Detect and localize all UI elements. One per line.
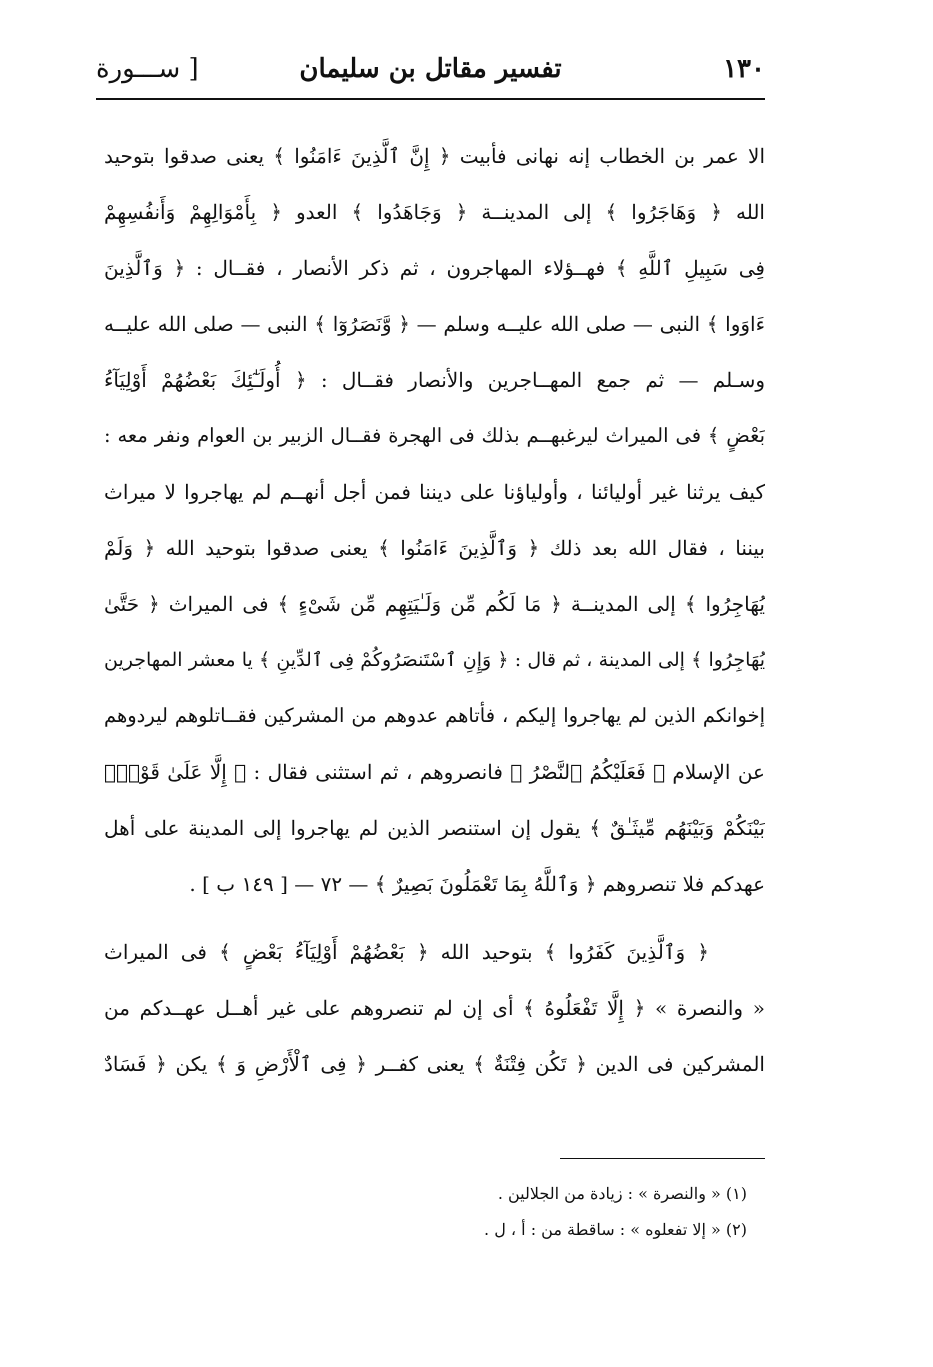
text-line: إخوانكم الذين لم يهاجروا إليكم ، فأتاهم عدوهم من المشركين فقــاتلوهم ليردوهم	[104, 704, 765, 727]
text-line: عهدكم فلا تنصروهم ﴿ وَٱللَّهُ بِمَا تَعْمَلُونَ بَصِيرٌ ﴾ — ٧٢ — [ ١٤٩ ب ] .	[189, 872, 765, 896]
text-line: وسـلم — ثم جمع المهــاجرين والأنصار فقــال : ﴿ أُولَـٰٓئِكَ بَعْضُهُمْ أَوْلِيَآءُ	[104, 368, 765, 392]
text-line: بيننا ، فقال الله بعد ذلك ﴿ وَٱلَّذِينَ ءَامَنُوا ﴾ يعنى صدقوا بتوحيد الله ﴿ وَلَمْ	[104, 536, 765, 560]
text-line: « والنصرة » ﴿ إِلَّا تَفْعَلُوهُ ﴾ أى إن لم تنصروهم على غير أهــل عهــدكم من	[104, 996, 765, 1020]
page-header	[96, 44, 765, 94]
text-line: كيف يرثنا غير أوليائنا ، وأولياؤنا على ديننا فمن أجل أنهــم لم يهاجروا لا ميراث	[104, 480, 765, 504]
text-line: بَيْنَكُمْ وَبَيْنَهُم مِّيثَـٰقٌ ﴾ يقول إن استنصر الذين لم يهاجروا إلى المدينة على أهل	[104, 816, 765, 840]
text-line: المشركين فى الدين ﴿ تَكُن فِتْنَةٌ ﴾ يعنى كفــر ﴿ فِى ٱلْأَرْضِ وَ ﴾ يكن ﴿ فَسَادٌ	[104, 1052, 765, 1076]
main-text	[104, 128, 765, 1092]
text-line: ءَاوَوا ﴾ النبى — صلى الله عليــه وسلم — ﴿ وَّنَصَرُوٓا ﴾ النبى — صلى الله عليــه	[104, 312, 765, 336]
surah-label: [ ســـورة	[96, 54, 199, 84]
footnotes	[104, 1176, 765, 1248]
text-line: الا عمر بن الخطاب إنه نهانى فأبيت ﴿ إِنَّ ٱلَّذِينَ ءَامَنُوا ﴾ يعنى صدقوا بتوحيد	[104, 144, 765, 168]
text-line: الله ﴿ وَهَاجَرُوا ﴾ إلى المدينــة ﴿ وَجَاهَدُوا ﴾ العدو ﴿ بِأَمْوَالِهِمْ وَأَنفُسِهِمْ	[104, 200, 765, 224]
text-line: عن الإسلام ﴿ فَعَلَيْكُمُ ٱلنَّصْرُ ﴾ فانصروهم ، ثم استثنى فقال : ﴿ إِلَّا عَلَىٰ قَوْمٍۭ	[104, 760, 765, 784]
footnote: (٢) « إلا تفعلوه » : ساقطة من : أ ، ل .	[484, 1220, 747, 1239]
text-line: فِى سَبِيلِ ٱللَّهِ ﴾ فهــؤلاء المهاجرون ، ثم ذكر الأنصار ، فقــال : ﴿ وَٱلَّذِينَ	[104, 256, 765, 280]
text-line: ﴿ وَٱلَّذِينَ كَفَرُوا ﴾ بتوحيد الله ﴿ بَعْضُهُمْ أَوْلِيَآءُ بَعْضٍ ﴾ فى الميراث	[104, 940, 709, 964]
footnote-rule	[560, 1158, 765, 1159]
header-rule	[96, 98, 765, 100]
text-line: بَعْضٍ ﴾ فى الميراث ليرغبهــم بذلك فى الهجرة فقــال الزبير بن العوام ونفر معه :	[104, 424, 765, 447]
text-line: يُهَاجِرُوا ﴾ إلى المدينة ، ثم قال : ﴿ وَإِنِ ٱسْتَنصَرُوكُمْ فِى ٱلدِّينِ ﴾ يا معشر المهاجرين	[104, 649, 765, 671]
book-title: تفسير مقاتل بن سليمان	[299, 54, 562, 84]
page-number: ١٣٠	[723, 54, 765, 84]
footnote: (١) « والنصرة » : زيادة من الجلالين .	[497, 1184, 747, 1203]
text-line: يُهَاجِرُوا ﴾ إلى المدينــة ﴿ مَا لَكُم مِّن وَلَـٰيَتِهِم مِّن شَىْءٍ ﴾ فى الميراث ﴿ حَتَّىٰ	[104, 592, 765, 616]
